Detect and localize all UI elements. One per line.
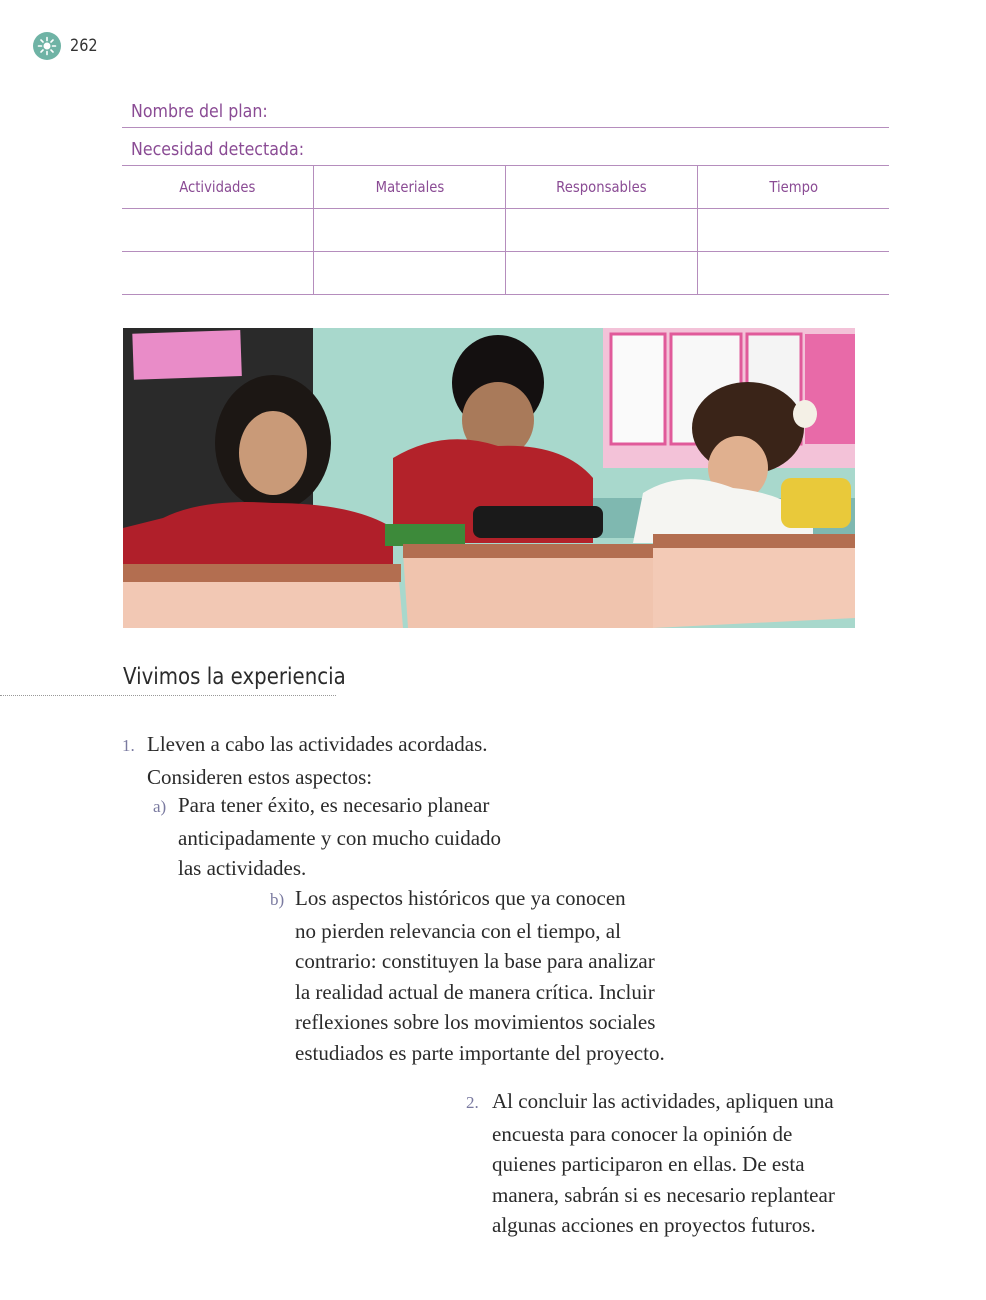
- list-item-2: [466, 1086, 835, 1241]
- item-text: no pierden relevancia con el tiempo, al: [295, 918, 621, 943]
- table-cell[interactable]: [697, 209, 889, 252]
- section-title: Vivimos la experiencia: [123, 664, 346, 690]
- classroom-photo: [123, 328, 855, 628]
- item-text: las actividades.: [178, 856, 307, 880]
- table-row: [122, 252, 889, 295]
- item-text: Los aspectos históricos que ya conocen: [295, 886, 626, 910]
- table-header-row: [122, 166, 889, 209]
- section-divider: [0, 695, 336, 696]
- need-field[interactable]: [122, 128, 889, 166]
- table-cell[interactable]: [506, 209, 698, 252]
- item-number: 1.: [122, 736, 135, 755]
- item-text: Al concluir las actividades, apliquen una: [492, 1089, 834, 1113]
- table-cell[interactable]: [506, 252, 698, 295]
- plan-name-label: Nombre del plan:: [131, 101, 268, 122]
- table-row: [122, 209, 889, 252]
- item-text: Consideren estos aspectos:: [147, 764, 373, 789]
- table-cell[interactable]: [697, 252, 889, 295]
- item-text: manera, sabrán si es necesario replantear: [492, 1182, 835, 1207]
- item-text: algunas acciones en proyectos futuros.: [492, 1213, 816, 1237]
- item-text: contrario: constituyen la base para analizar: [295, 949, 655, 973]
- item-text: reflexiones sobre los movimientos sociales: [295, 1010, 656, 1034]
- list-item-1: [122, 729, 488, 792]
- item-text: quienes participaron en ellas. De esta: [492, 1152, 805, 1176]
- column-header-responsables: Responsables: [506, 166, 698, 209]
- item-text: Para tener éxito, es necesario planear: [178, 793, 490, 817]
- item-text: estudiados es parte importante del proyecto.: [295, 1040, 665, 1065]
- sub-item-b: [270, 883, 665, 1068]
- item-number: 2.: [466, 1093, 479, 1112]
- sun-icon: [33, 32, 61, 60]
- table-cell[interactable]: [122, 252, 314, 295]
- item-number: b): [270, 890, 285, 909]
- table-cell[interactable]: [314, 209, 506, 252]
- column-header-materiales: Materiales: [314, 166, 506, 209]
- item-text: Lleven a cabo las actividades acordadas.: [147, 732, 488, 756]
- item-text: la realidad actual de manera crítica. Incluir: [295, 979, 655, 1004]
- column-header-actividades: Actividades: [122, 166, 314, 209]
- item-text: anticipadamente y con mucho cuidado: [178, 825, 502, 850]
- page-number: 262: [70, 36, 98, 56]
- column-header-tiempo: Tiempo: [697, 166, 889, 209]
- table-cell[interactable]: [122, 209, 314, 252]
- page-header: [33, 32, 102, 60]
- item-text: encuesta para conocer la opinión de: [492, 1121, 793, 1146]
- sub-item-a: [153, 790, 501, 884]
- plan-form: [122, 96, 889, 295]
- plan-name-field[interactable]: [122, 96, 889, 128]
- item-number: a): [153, 797, 167, 816]
- need-label: Necesidad detectada:: [131, 139, 305, 160]
- plan-table: [122, 166, 889, 295]
- table-cell[interactable]: [314, 252, 506, 295]
